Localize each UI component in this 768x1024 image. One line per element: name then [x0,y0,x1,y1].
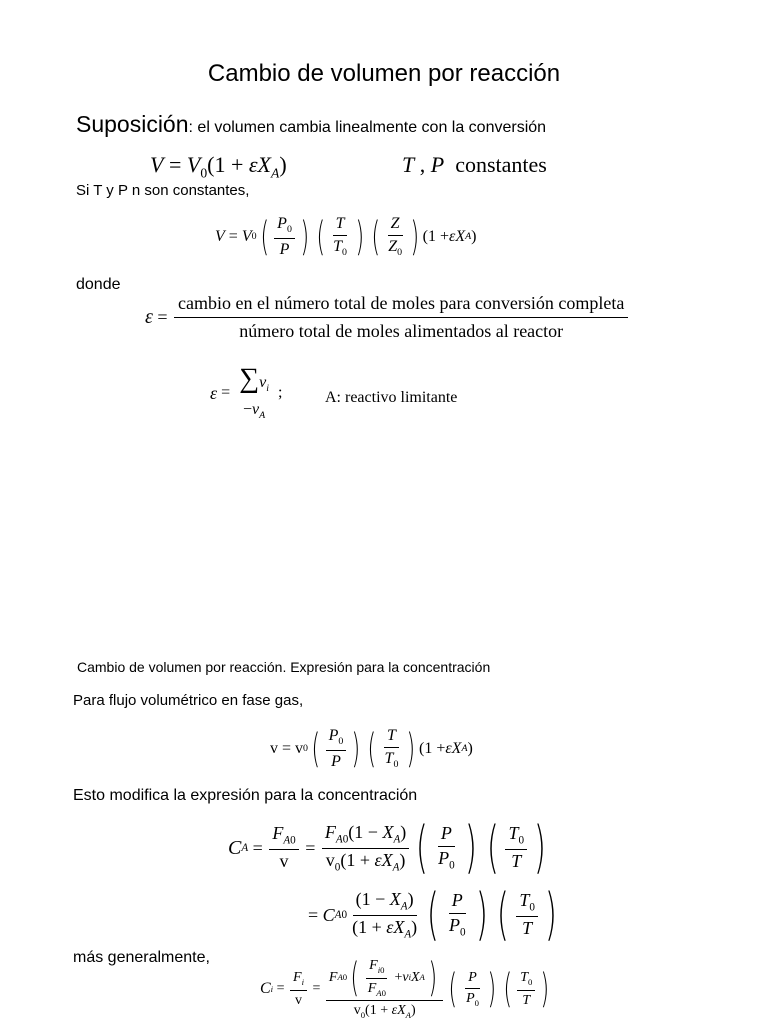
section2-title: Cambio de volumen por reacción. Expresión para la concentración [77,659,491,675]
epsilon-sum-equation: ε = $\sum\nu_i$ $-\nu_A$ ; [210,363,283,422]
limiting-reactant-label: A: reactivo limitante [325,389,458,406]
volume-equation: $V = V_0(1 + \varepsilon X_A)$ [150,152,287,181]
general-volume-equation: V = V 0 ( $\frac{P_0}{P}$ ) ( $\frac{T}{T_0}$ ) ( $\frac{Z}{Z_0}$ ) (1 + εX A ) [215,213,477,260]
assumption-text: : el volumen cambia linealmente con la conversión [188,119,547,136]
epsilon-definition: ε = $\frac{\text{cambio en el número total de moles para conversión completa}}{\text{número total de moles alimentados al reactor}}$ [145,294,630,342]
concentration-equation-2: = C A0 $\frac{(1 - X_A)}{(1 + \varepsilon X_A)}$ ( $\frac{P}{P_0}$ ) ( $\frac{T_0}{T}$ ) [308,882,557,947]
general-text: más generalmente, [73,949,210,966]
page-title: Cambio de volumen por reacción [207,60,561,87]
modifies-text: Esto modifica la expresión para la concentración [73,787,418,804]
constant-conditions: T , P constantes [402,152,547,177]
gas-flow-text: Para flujo volumétrico en fase gas, [73,692,304,709]
epsilon-numerator: cambio en el número total de moles para conversión completa [174,294,628,318]
assumption-heading: Suposición [76,111,189,137]
concentration-equation: C A = $\frac{F_{A0}}{v}$ = $\frac{F_{A0}(1 - X_A)}{v_0(1 + \varepsilon X_A)}$ ( $\frac{P}{P_0}$ ) ( $\frac{T_0}{T}$ ) [228,815,546,880]
si-text: Si T y P n son constantes, [76,182,250,199]
general-concentration-equation: C i = $\frac{F_i}{v}$ = F A0 ( $\frac{F_{i0}}{F_{A0}}$ + ν i X A ) $v_0(1 + \varepsilon X_A)$ ( $\frac{P}{P_0}$ ) ( $\frac{T_0}{T}$ ) [260,955,550,1020]
epsilon-denominator: número total de moles alimentados al reactor [239,320,564,341]
volumetric-flow-equation: v = v 0 ( $\frac{P_0}{P}$ ) ( $\frac{T}{T_0}$ ) (1 + εX A ) [270,725,473,772]
assumption-line [76,111,546,138]
donde-text: donde [76,276,121,293]
constantes-label: constantes [455,152,547,177]
